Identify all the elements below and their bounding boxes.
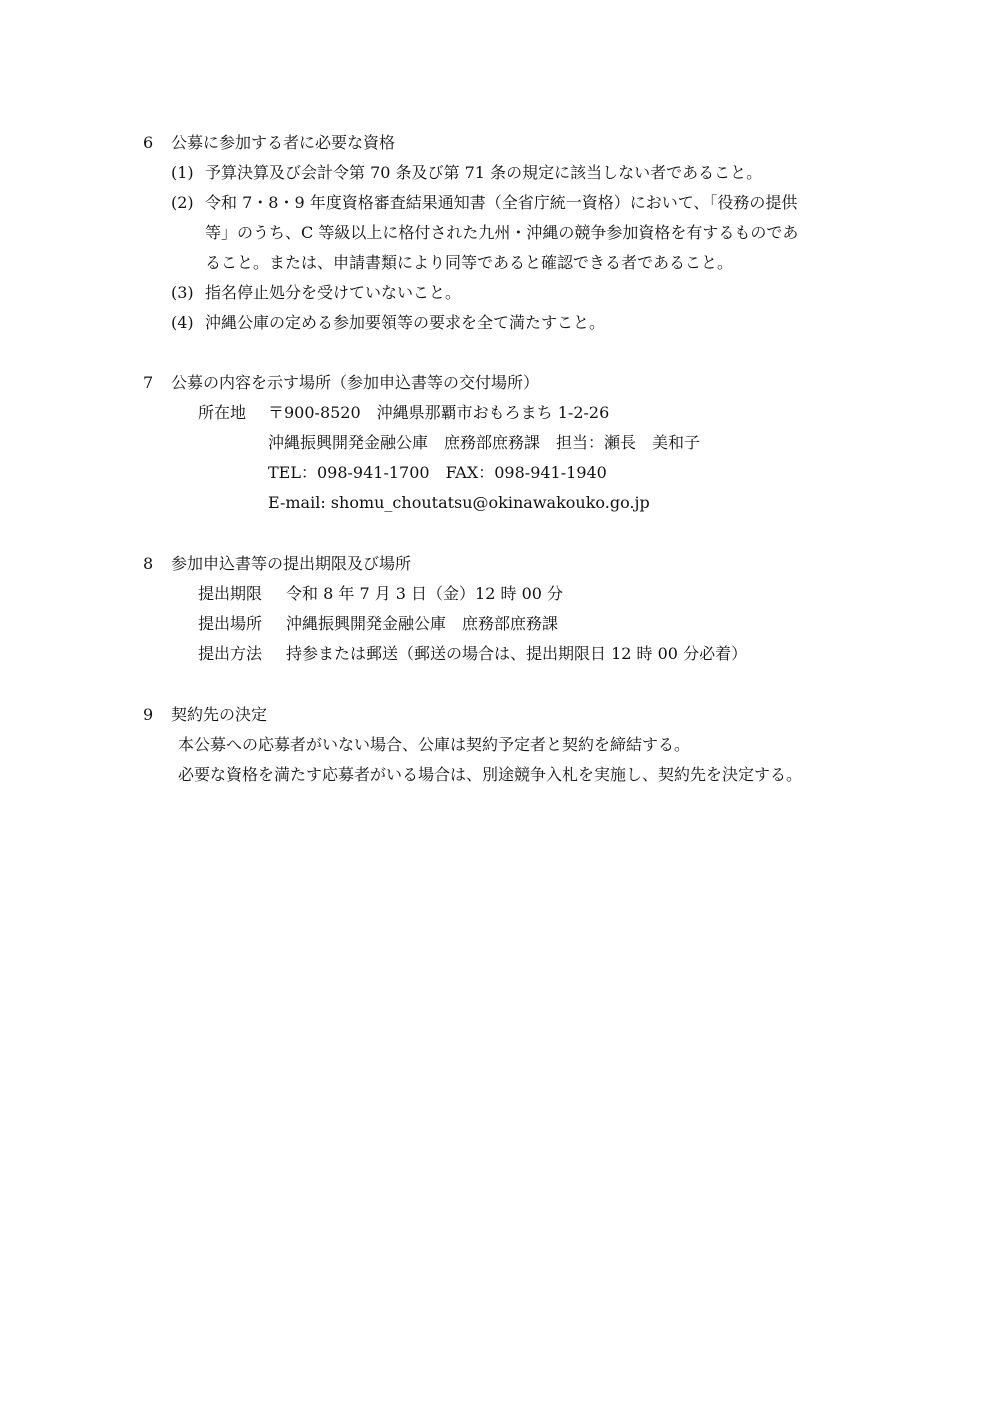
item-number: (2) [171, 193, 194, 212]
deadline-value: 令和 8 年 7 月 3 日（金）12 時 00 分 [286, 584, 564, 603]
section-9-title: 契約先の決定 [171, 705, 268, 724]
place-label: 提出場所 [198, 614, 263, 633]
item-text: 沖縄公庫の定める参加要領等の要求を全て満たすこと。 [205, 313, 606, 332]
section-7-title: 公募の内容を示す場所（参加申込書等の交付場所） [171, 373, 540, 392]
item-number: (4) [171, 313, 194, 332]
section-8-title: 参加申込書等の提出期限及び場所 [171, 554, 412, 573]
phone-fax: TEL：098-941-1700 FAX：098-941-1940 [268, 463, 607, 482]
contact-person: 沖縄振興開発金融公庫 庶務部庶務課 担当：瀬長 美和子 [268, 433, 701, 452]
section-6-number: 6 [143, 133, 154, 152]
address-label: 所在地 [198, 403, 247, 422]
item-text: 予算決算及び会計令第 70 条及び第 71 条の規定に該当しない者であること。 [205, 163, 763, 182]
item-number: (3) [171, 283, 194, 302]
section-7-number: 7 [143, 373, 154, 392]
section-8-number: 8 [143, 554, 154, 573]
item-text-continued: ること。または、申請書類により同等であると確認できる者であること。 [205, 253, 734, 272]
paragraph-text: 本公募への応募者がいない場合、公庫は契約予定者と契約を締結する。 [178, 735, 691, 754]
address-value: 〒900-8520 沖縄県那覇市おもろまち 1-2-26 [268, 403, 610, 422]
place-value: 沖縄振興開発金融公庫 庶務部庶務課 [286, 614, 559, 633]
paragraph-text: 必要な資格を満たす応募者がいる場合は、別途競争入札を実施し、契約先を決定する。 [178, 765, 803, 784]
item-text: 令和 7・8・9 年度資格審査結果通知書（全省庁統一資格）において、「役務の提供 [205, 193, 798, 212]
method-value: 持参または郵送（郵送の場合は、提出期限日 12 時 00 分必着） [286, 644, 748, 663]
section-9-number: 9 [143, 705, 154, 724]
section-6-title: 公募に参加する者に必要な資格 [171, 133, 396, 152]
item-text: 指名停止処分を受けていないこと。 [205, 283, 462, 302]
item-text-continued: 等」のうち、C 等級以上に格付された九州・沖縄の競争参加資格を有するものであ [205, 223, 799, 242]
item-number: (1) [171, 163, 194, 182]
email-address: E-mail: shomu_choutatsu@okinawakouko.go.jp [268, 493, 650, 512]
deadline-label: 提出期限 [198, 584, 263, 603]
method-label: 提出方法 [198, 644, 263, 663]
